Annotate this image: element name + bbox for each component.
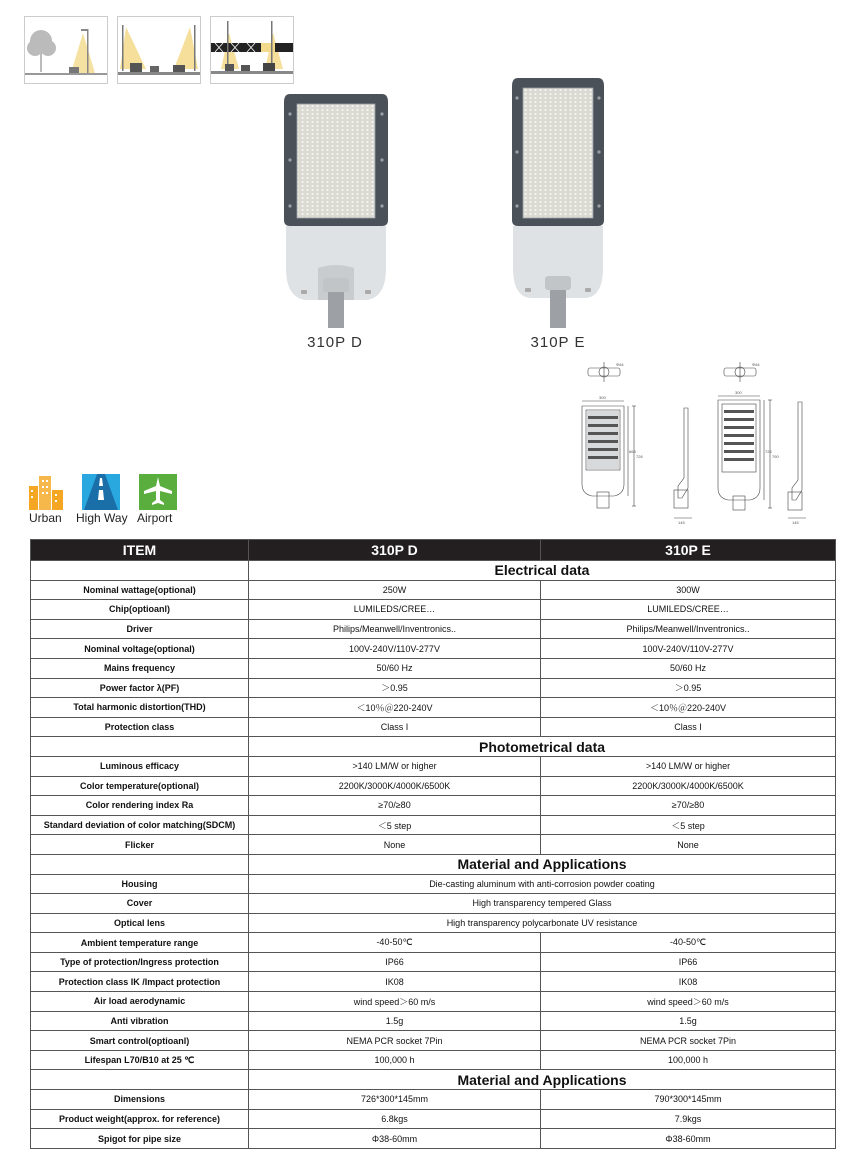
table-row [31,776,836,796]
lamp-310p-e-image [508,76,608,328]
spec-table [30,539,836,1149]
section-title: Material and Applications [249,854,836,874]
row-label: Standard deviation of color matching(SDCM) [31,815,249,835]
row-value-310p-e: 100V-240V/110V-277V [541,639,836,659]
row-value-both: Die-casting aluminum with anti-corrosion powder coating [249,874,836,894]
row-value-310p-e: NEMA PCR socket 7Pin [541,1031,836,1051]
table-row [31,894,836,914]
bridge-scene [210,16,294,84]
row-value-both: High transparency tempered Glass [249,894,836,914]
section-title: Photometrical data [249,737,836,757]
row-value-310p-e: Class I [541,717,836,737]
row-value-310p-d: 726*300*145mm [249,1090,541,1110]
row-label: Lifespan L70/B10 at 25 ℃ [31,1050,249,1070]
row-value-310p-d: 100,000 h [249,1050,541,1070]
table-row [31,658,836,678]
row-value-310p-d: IK08 [249,972,541,992]
row-label: Nominal voltage(optional) [31,639,249,659]
row-value-310p-e: Philips/Meanwell/Inventronics.. [541,619,836,639]
drawing-e-depth-label: 145 [792,520,799,525]
row-value-310p-d: 1.5g [249,1011,541,1031]
drawing-e-width-label: 300 [735,390,742,395]
row-value-310p-e: Φ38-60mm [541,1129,836,1149]
section-row [31,854,836,874]
row-value-310p-e: LUMILEDS/CREE… [541,600,836,620]
row-value-310p-d: 100V-240V/110V-277V [249,639,541,659]
row-label: Optical lens [31,913,249,933]
row-value-310p-d: Philips/Meanwell/Inventronics.. [249,619,541,639]
row-label: Smart control(optioanl) [31,1031,249,1051]
row-value-310p-d: wind speed＞60 m/s [249,992,541,1012]
row-value-310p-e: 100,000 h [541,1050,836,1070]
row-value-310p-e: ＞0.95 [541,678,836,698]
row-value-310p-e: ＜10％＠220-240V [541,698,836,718]
highway-scene [117,16,201,84]
section-spacer [31,737,249,757]
table-row [31,717,836,737]
table-row [31,1050,836,1070]
row-value-310p-d: ＞0.95 [249,678,541,698]
row-value-310p-e: ≥70/≥80 [541,796,836,816]
row-label: Ambient temperature range [31,933,249,953]
item-header: ITEM [31,540,249,561]
row-value-310p-d: Class I [249,717,541,737]
row-label: Flicker [31,835,249,855]
row-label: Anti vibration [31,1011,249,1031]
section-row [31,561,836,581]
drawing-d-pipe-label: Φ64 [616,362,624,367]
row-value-310p-e: 300W [541,580,836,600]
row-label: Protection class [31,717,249,737]
row-value-310p-d: 6.8kgs [249,1109,541,1129]
table-header [31,540,836,561]
section-spacer [31,854,249,874]
drawing-d-depth-label: 145 [678,520,685,525]
row-value-310p-e: 2200K/3000K/4000K/6500K [541,776,836,796]
row-value-310p-d: ≥70/≥80 [249,796,541,816]
row-value-310p-d: -40-50℃ [249,933,541,953]
row-value-310p-e: -40-50℃ [541,933,836,953]
row-label: Chip(optioanl) [31,600,249,620]
row-label: Total harmonic distortion(THD) [31,698,249,718]
row-label: Housing [31,874,249,894]
row-value-310p-e: 50/60 Hz [541,658,836,678]
table-row [31,835,836,855]
row-value-310p-d: ＜5 step [249,815,541,835]
row-label: Protection class IK /Impact protection [31,972,249,992]
table-row [31,639,836,659]
row-value-310p-e: >140 LM/W or higher [541,756,836,776]
airport-icon [139,474,177,510]
table-row [31,913,836,933]
row-value-310p-e: 7.9kgs [541,1109,836,1129]
table-row [31,619,836,639]
drawing-e-total-height-label: 790 [772,454,779,459]
table-row [31,874,836,894]
row-value-310p-d: 250W [249,580,541,600]
section-spacer [31,561,249,581]
airport-label: Airport [137,511,173,525]
row-value-310p-e: ＜5 step [541,815,836,835]
lamp-310p-d-image [280,92,392,328]
row-value-310p-d: >140 LM/W or higher [249,756,541,776]
row-value-310p-e: None [541,835,836,855]
drawing-e-pipe-label: Φ64 [752,362,760,367]
table-row [31,600,836,620]
row-label: Color temperature(optional) [31,776,249,796]
row-label: Air load aerodynamic [31,992,249,1012]
table-row [31,1090,836,1110]
lamp-310p-e-caption: 310P E [530,334,586,351]
drawing-d-width-label: 300 [599,395,606,400]
row-value-310p-d: 50/60 Hz [249,658,541,678]
section-row [31,1070,836,1090]
highway-icon [82,474,120,510]
row-label: Luminous efficacy [31,756,249,776]
table-row [31,815,836,835]
row-label: Color rendering index Ra [31,796,249,816]
row-value-310p-d: NEMA PCR socket 7Pin [249,1031,541,1051]
technical-drawing-310p-e [702,358,834,528]
row-value-310p-e: IK08 [541,972,836,992]
urban-label: Urban [29,511,62,525]
row-value-310p-d: LUMILEDS/CREE… [249,600,541,620]
row-label: Cover [31,894,249,914]
drawing-e-height-label: 726 [765,449,772,454]
row-value-310p-e: 790*300*145mm [541,1090,836,1110]
model-e-header: 310P E [541,540,836,561]
table-row [31,1129,836,1149]
row-value-310p-d: None [249,835,541,855]
urban-street-scene [24,16,108,84]
row-value-310p-d: Φ38-60mm [249,1129,541,1149]
lamp-310p-d-caption: 310P D [307,334,363,351]
table-row [31,1011,836,1031]
table-row [31,972,836,992]
row-label: Spigot for pipe size [31,1129,249,1149]
row-value-310p-d: 2200K/3000K/4000K/6500K [249,776,541,796]
row-value-310p-d: ＜10％＠220-240V [249,698,541,718]
table-row [31,756,836,776]
row-value-310p-e: 1.5g [541,1011,836,1031]
table-row [31,992,836,1012]
row-label: Mains frequency [31,658,249,678]
row-label: Product weight(approx. for reference) [31,1109,249,1129]
table-row [31,952,836,972]
section-spacer [31,1070,249,1090]
row-value-310p-e: IP66 [541,952,836,972]
row-label: Power factor λ(PF) [31,678,249,698]
row-label: Nominal wattage(optional) [31,580,249,600]
row-value-310p-e: wind speed＞60 m/s [541,992,836,1012]
section-row [31,737,836,757]
section-title: Material and Applications [249,1070,836,1090]
table-row [31,1031,836,1051]
row-value-310p-d: IP66 [249,952,541,972]
table-row [31,933,836,953]
row-value-both: High transparency polycarbonate UV resistance [249,913,836,933]
urban-icon [27,474,65,510]
table-row [31,1109,836,1129]
table-row [31,678,836,698]
row-label: Dimensions [31,1090,249,1110]
highway-label: High Way [76,511,128,525]
table-row [31,580,836,600]
drawing-d-total-height-label: 726 [636,454,643,459]
table-row [31,698,836,718]
technical-drawing-310p-d [566,358,702,528]
model-d-header: 310P D [249,540,541,561]
row-label: Type of protection/Ingress protection [31,952,249,972]
row-label: Driver [31,619,249,639]
drawing-d-height-label: 663 [629,449,636,454]
table-row [31,796,836,816]
section-title: Electrical data [249,561,836,581]
